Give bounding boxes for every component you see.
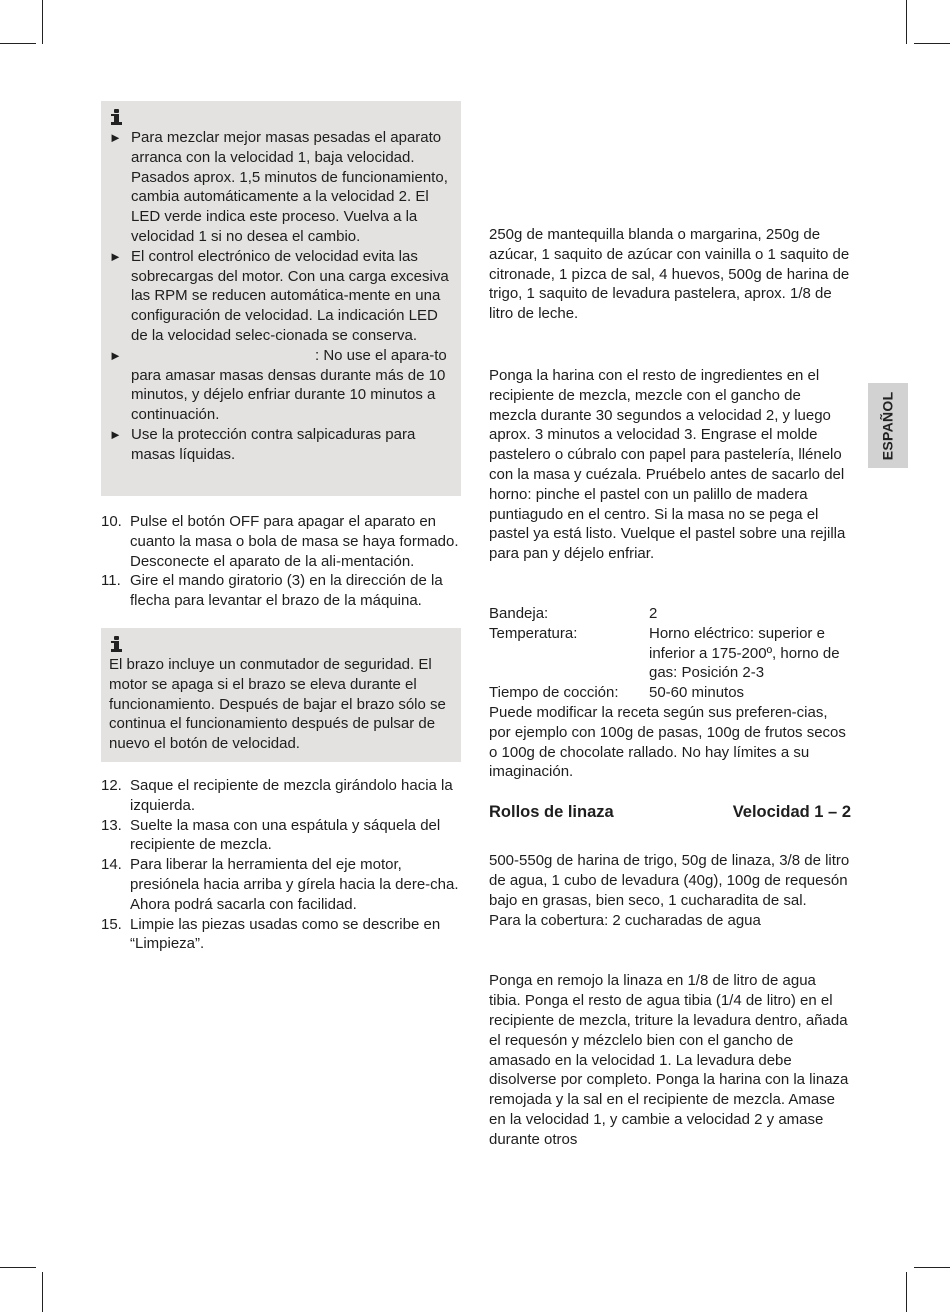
crop-mark: [914, 43, 950, 44]
list-item: 13. Suelte la masa con una espátula y sáquela del recipiente de mezcla.: [101, 816, 441, 854]
list-item: 15. Limpie las piezas usadas como se describe en “Limpieza”.: [101, 915, 441, 953]
topping-text: Para la cobertura: 2 cucharadas de agua: [489, 911, 761, 929]
note-box-safety: [101, 628, 461, 762]
note-box-speed: [101, 101, 461, 496]
right-column: [489, 101, 851, 1149]
steps-list-b: [101, 776, 461, 954]
language-tab-label: ESPAÑOL: [879, 391, 896, 460]
list-item: 11. Gire el mando giratorio (3) en la dirección de la flecha para levantar el brazo de la máquina.: [101, 572, 443, 610]
crop-mark: [0, 43, 36, 44]
crop-mark: [42, 1272, 43, 1312]
baking-temp-row: Temperatura: Horno eléctrico: superior e inferior a 175-200º, horno de gas: Posición 2-3: [489, 624, 840, 682]
baking-info: [489, 604, 851, 703]
list-item: 10. Pulse el botón OFF para apagar el aparato en cuanto la masa o bola de masa se haya formado. Desconecte el aparato de la ali-mentación.: [101, 513, 459, 570]
note-bullet: ► Use la protección contra salpicaduras para masas líquidas.: [109, 425, 416, 463]
info-icon: [111, 107, 123, 127]
preparation-rolls: Ponga en remojo la linaza en 1/8 de litro de agua tibia. Ponga el resto de agua tibia (1/4 de litro) en el recipiente de mezcla, triture la levadura dentro, añada el requesón y mézclelo bien con el gancho de amasado en la velocidad 1. La levadura debe disolverse por completo. Ponga la harina con la linaza remojada y la sal en el recipiente de mezcla. Amase en la velocidad 1, y cambie a velocidad 2 y amase durante otros: [489, 972, 849, 1148]
ingredients-cake: 250g de mantequilla blanda o margarina, 250g de azúcar, 1 saquito de azúcar con vainilla o 1 saquito de citronade, 1 pizca de sal, 4 huevos, 500g de harina de trigo, 1 saquito de levadura pastelera, aprox. 1/8 de litro de leche.: [489, 226, 850, 323]
info-icon: [111, 634, 123, 654]
recipe-heading: [489, 802, 851, 822]
steps-list-a: [101, 512, 461, 611]
baking-tray-row: Bandeja: 2: [489, 604, 658, 622]
crop-mark: [914, 1267, 950, 1268]
safety-note-text: El brazo incluye un conmutador de seguridad. El motor se apaga si el brazo se eleva durante el funcionamiento. Después de bajar el brazo sólo se continua el funcionamiento después de pulsar de nuevo el botón de velocidad.: [109, 655, 446, 753]
left-column: [101, 101, 461, 954]
arrow-icon: ►: [109, 426, 122, 442]
crop-mark: [906, 0, 907, 44]
ingredients-rolls: 500-550g de harina de trigo, 50g de linaza, 3/8 de litro de agua, 1 cubo de levadura (40g), 100g de requesón bajo en grasas, bien seco, 1 cucharadita de sal.: [489, 852, 850, 909]
recipe-title: Rollos de linaza: [489, 803, 614, 822]
arrow-icon: ►: [109, 347, 122, 363]
list-item: 12. Saque el recipiente de mezcla girándolo hacia la izquierda.: [101, 776, 453, 814]
list-item: 14. Para liberar la herramienta del eje motor, presiónela hacia arriba y gírela hacia la dere-cha. Ahora podrá sacarla con facilidad.: [101, 856, 459, 913]
language-tab: [868, 383, 908, 468]
recipe-speed: Velocidad 1 – 2: [732, 803, 851, 822]
arrow-icon: ►: [109, 248, 122, 264]
variation-text: Puede modificar la receta según sus preferen-cias, por ejemplo con 100g de pasas, 100g de frutos secos o 100g de chocolate rallado. No hay límites a su imaginación.: [489, 703, 846, 781]
crop-mark: [0, 1267, 36, 1268]
note-bullet: ► El control electrónico de velocidad evita las sobrecargas del motor. Con una carga excesiva las RPM se reducen automática-mente en una configuración de velocidad. La indicación LED de la velocidad selec-cionada se conserva.: [109, 247, 449, 344]
note-bullets: [109, 128, 451, 465]
preparation-cake: Ponga la harina con el resto de ingredientes en el recipiente de mezcla, mezcle con el gancho de mezcla durante 30 segundos a velocidad 2, y luego aprox. 3 minutos a velocidad 3. Engrase el molde pastelero o cúbralo con papel para pastelería, llénelo con la masa y cuézala. Pruébelo antes de sacarlo del horno: pinche el pastel con un palillo de madera puntiagudo en el centro. Si la masa no se pega el pastel ya está listo. Vuelque el pastel sobre una rejilla para pan y déjelo enfriar.: [489, 366, 846, 563]
crop-mark: [906, 1272, 907, 1312]
baking-time-row: Tiempo de cocción: 50-60 minutos: [489, 684, 745, 702]
arrow-icon: ►: [109, 130, 122, 145]
note-bullet: ► : No use el apara-to para amasar masas densas durante más de 10 minutos, y déjelo enfriar durante 10 minutos a continuación.: [109, 346, 447, 424]
crop-mark: [42, 0, 43, 44]
note-bullet: ► Para mezclar mejor masas pesadas el aparato arranca con la velocidad 1, baja velocidad. Pasados aprox. 1,5 minutos de funcionamiento, cambia automáticamente a la velocidad 2. El LED verde indica este proceso. Vuelva a la velocidad 1 si no desea el cambio.: [109, 129, 448, 245]
